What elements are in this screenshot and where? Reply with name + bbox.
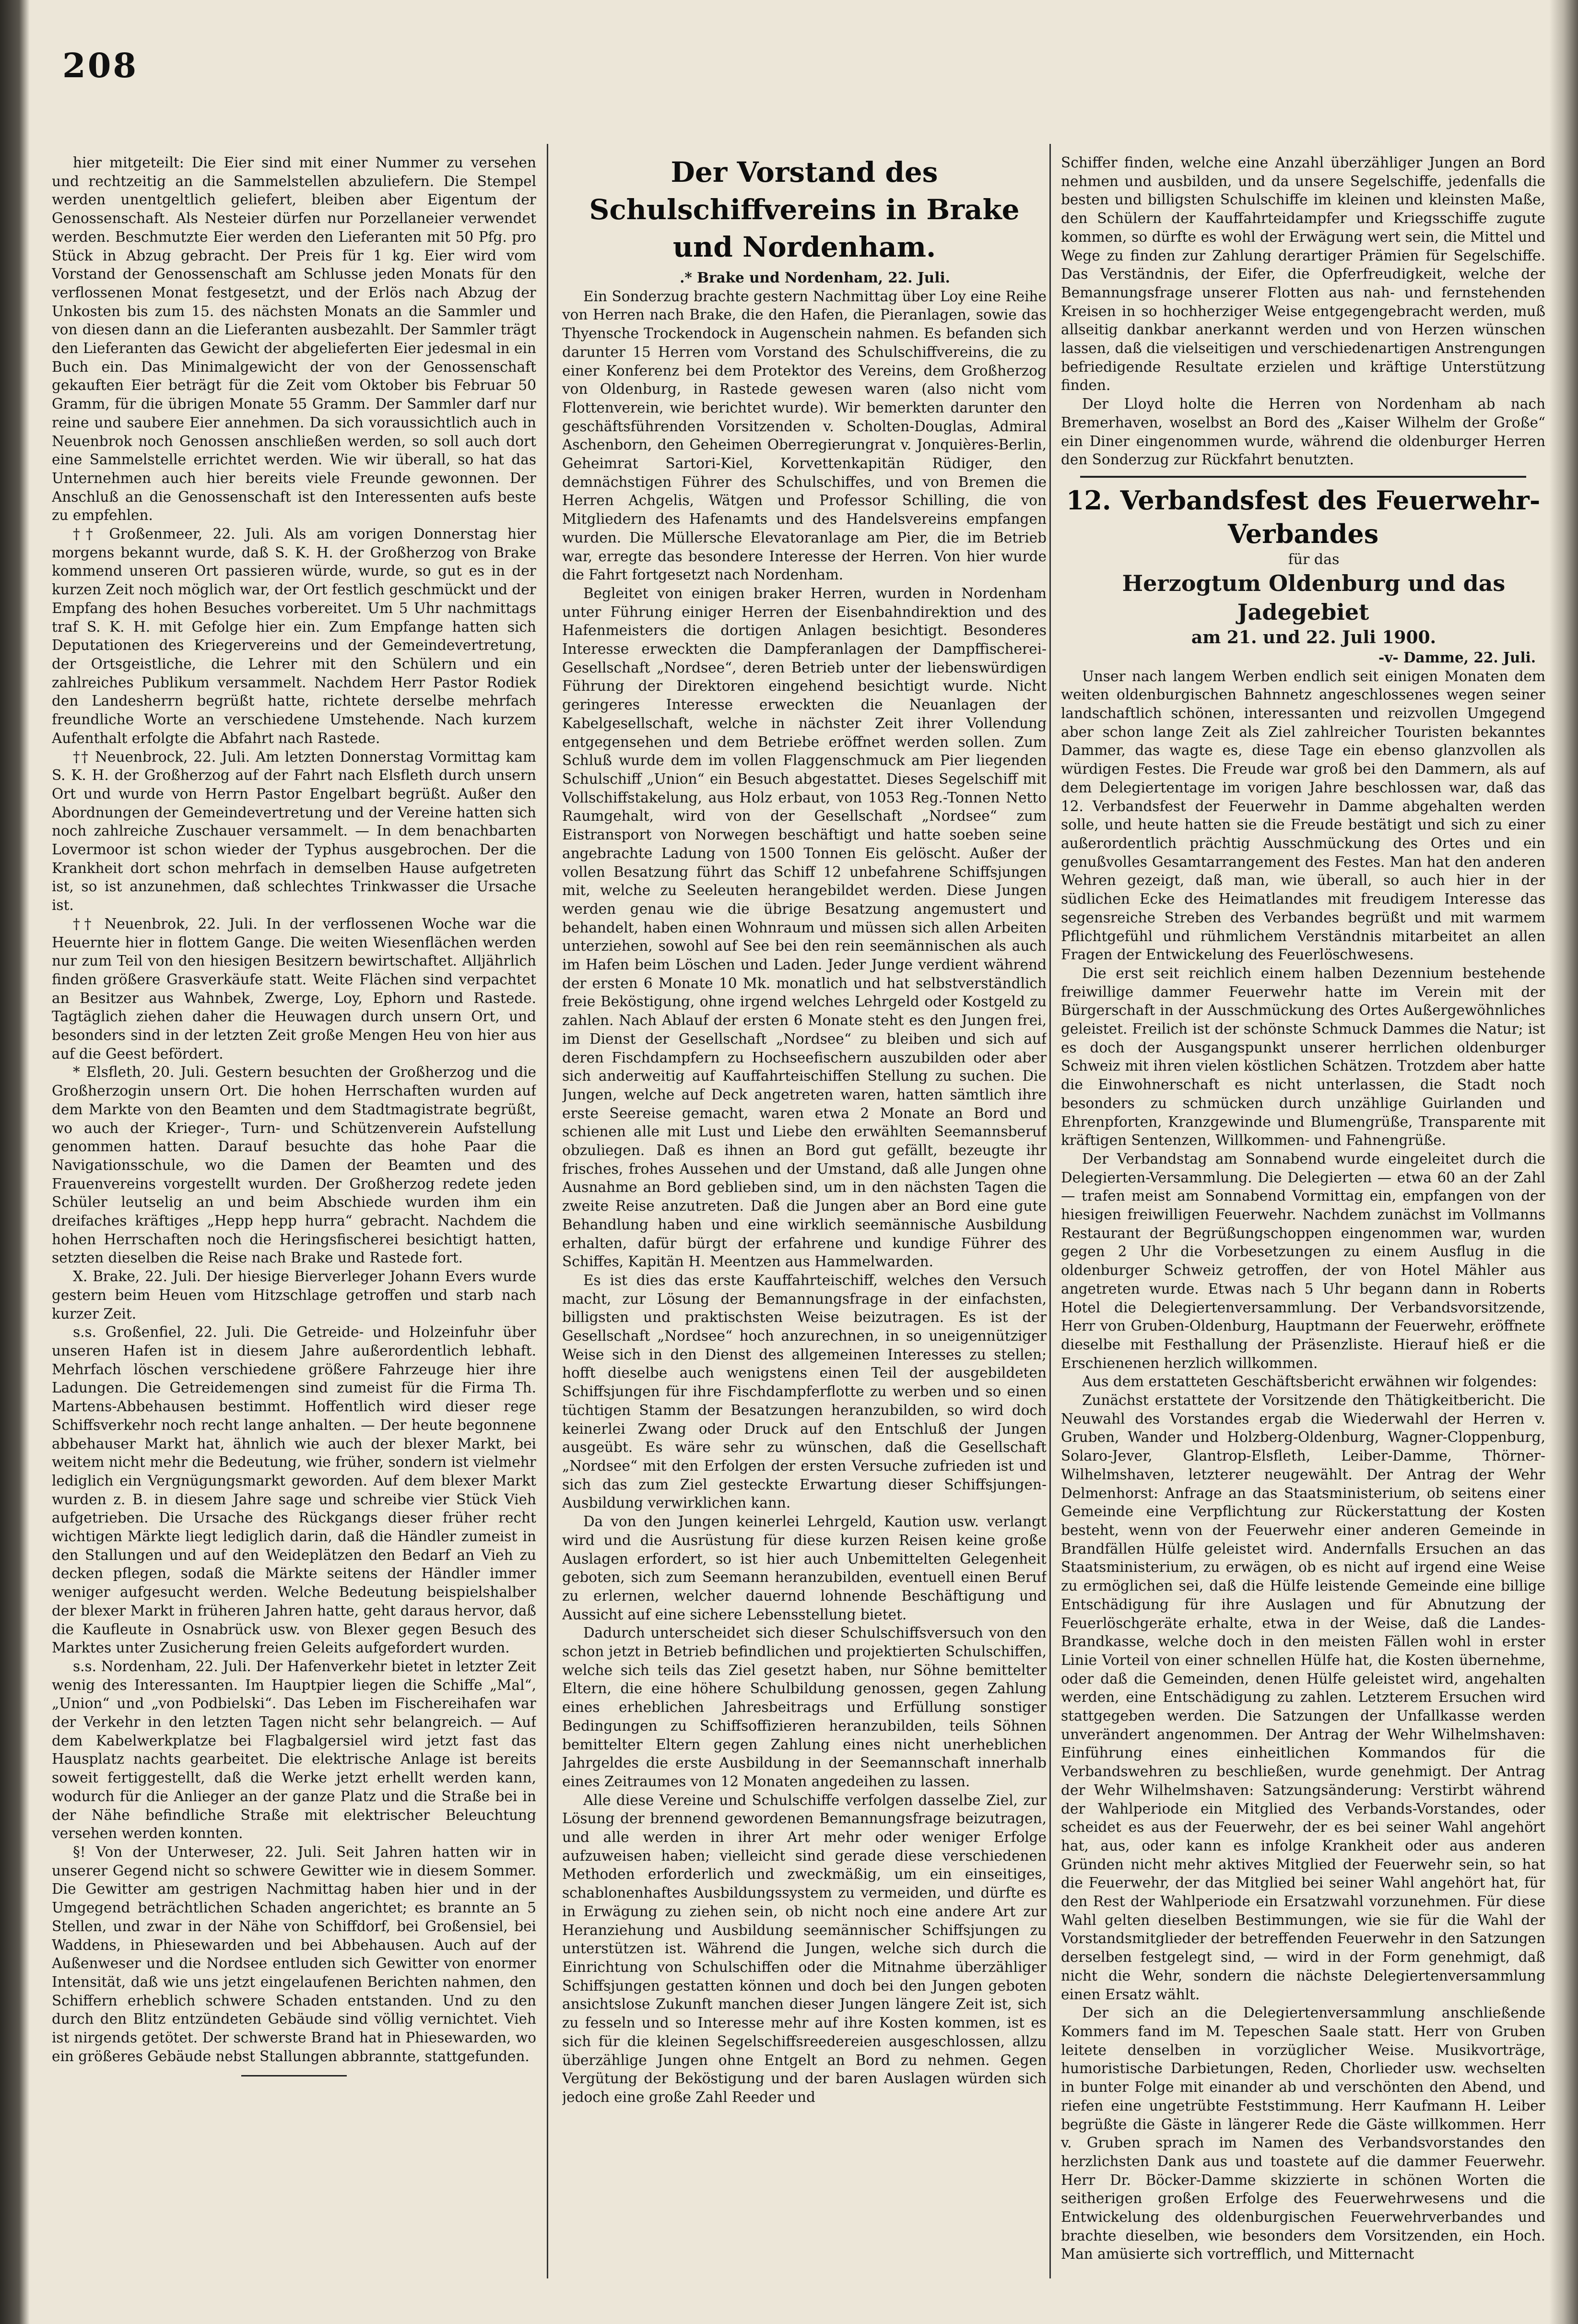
article-paragraph: * Elsfleth, 20. Juli. Gestern besuchten der Großherzog und die Großherzogin unsern Ort. Die hohen Herrschaften wurden auf dem Markte von den Beamten und dem Stadtmagistrate begrüßt, wo auch der Krieger-, Turn- und Schützenverein Aufstellung genommen hatten. Darauf besuchte das hohe Paar die Navigationsschule, wo die Damen der Beamten und des Frauenvereins vorgestellt wurden. Der Großherzog redete jeden Schüler leutselig an und beim Abschiede wurden ihm ein dreifaches kräftiges „Hepp hepp hurra“ gebracht. Nachdem die hohen Herrschaften noch die Heringsfischerei besichtigt hatten, setzten dieselben die Reise nach Brake und Rastede fort. bbox=[52, 1064, 536, 1266]
headline-dates: am 21. und 22. Juli 1900. bbox=[1191, 627, 1437, 648]
article-paragraph: Der Verbandstag am Sonnabend wurde eingeleitet durch die Delegierten-Versammlung. Die Delegierten — etwa 60 an der Zahl — trafen meist am Sonnabend Vormittag ein, empfangen von der hiesigen freiwilligen Feuerwehr. Nachdem zunächst im Vollmanns Restaurant der Begrüßungschoppen eingenommen war, wurden gegen 2 Uhr die Vorbesetzungen zu einem Ausflug in die oldenburger Schweiz getroffen, der von Hotel Mähler aus angetreten wurde. Etwas nach 5 Uhr begann dann in Roberts Hotel die Delegiertenversammlung. Der Verbandsvorsitzende, Herr von Gruben-Oldenburg, Hauptmann der Feuerwehr, eröffnete dieselbe mit Festhallung der Präsenzliste. Hierauf hieß er die Erschienenen herzlich willkommen. bbox=[1061, 1150, 1545, 1371]
article-paragraph: X. Brake, 22. Juli. Der hiesige Bierverleger Johann Evers wurde gestern beim Heuen vom Hitzschlage getroffen und starb nach kurzer Zeit. bbox=[52, 1268, 536, 1322]
article-paragraph: Der sich an die Delegiertenversammlung anschließende Kommers fand im M. Tepeschen Saale statt. Herr von Gruben leitete denselben in vorzüglicher Weise. Musikvorträge, humoristische Darbietungen, Reden, Chorlieder usw. wechselten in bunter Folge mit einander ab und verschönten den Abend, und riefen eine ungetrübte Feststimmung. Herr Kaufmann H. Leiber begrüßte die Gäste in längerer Rede die Gäste willkommen. Herr v. Gruben sprach im Namen des Verbandsvorstandes den herzlichsten Dank aus und toastete auf die dammer Feuerwehr. Herr Dr. Böcker-Damme skizzierte in schönen Worten die seitherigen großen Erfolge des Feuerwehrwesens und die Entwickelung des oldenburgischen Feuerwehrverbandes und brachte dieselben, wie besonders dem Vorsitzenden, ein Hoch. Man amüsierte sich vortrefflich, und Mitternacht bbox=[1061, 2005, 1545, 2263]
article-paragraph: s.s. Nordenham, 22. Juli. Der Hafenverkehr bietet in letzter Zeit wenig des Interessanten. Im Hauptpier liegen die Schiffe „Mal“, „Union“ und „von Podbielski“. Das Leben im Fischereihafen war der Verkehr in den letzten Tagen nicht sehr belangreich. — Auf dem Kabelwerkplatze bei Flagbalgersiel wird jetzt fast das Hausplatz nachts gearbeitet. Die elektrische Anlage ist bereits soweit fertiggestellt, daß die Werke jetzt erhellt werden kann, wodurch für die Anlieger an der ganze Platz und die Straße bei in der Nähe befindliche Straße mit elektrischer Beleuchtung versehen werden konnten. bbox=[52, 1658, 536, 1842]
article-paragraph: Alle diese Vereine und Schulschiffe verfolgen dasselbe Ziel, zur Lösung der brennend gewordenen Bemannungsfrage beizutragen, und alle werden in ihrer Art mehr oder weniger Erfolge aufzuweisen haben; vielleicht sind gerade diese verschiedenen Methoden erforderlich und zweckmäßig, um ein einseitiges, schablonenhaftes Ausbildungssystem zu vermeiden, und dürfte es in Erwägung zu ziehen sein, ob nicht noch eine andere Art zur Heranziehung und Ausbildung seemännischer Schiffsjungen zu unterstützen ist. Während die Jungen, welche sich durch die Einrichtung von Schulschiffen oder die Mitnahme überzähliger Schiffsjungen gestatten können und doch bei den Jungen geboten ansichtslose Zukunft manchen dieser Jungen längere Zeit ist, sich zu fesseln und so Interesse mehr auf ihre Kosten kommen, ist es sich für die kleinen Segelschiffsreedereien ausgeschlossen, allzu überzählige Jungen ohne Entgelt an Bord zu nehmen. Gegen Vergütung der Beköstigung und der baren Auslagen würden sich jedoch eine große Zahl Reeder und bbox=[562, 1792, 1047, 2105]
column-right bbox=[1061, 153, 1545, 2302]
article-paragraph: †† Neuenbrok, 22. Juli. In der verflossenen Woche war die Heuernte hier in flottem Gange. Die weiten Wiesenflächen werden nur zum Teil von den hiesigen Besitzern bewirtschaftet. Alljährlich finden größere Grasverkäufe statt. Weite Flächen sind verpachtet an Besitzer aus Wahnbek, Zwerge, Loy, Ephorn und Rastede. Tagtäglich ziehen daher die Heuwagen durch unsern Ort, und besonders sind in der letzten Zeit große Mengen Heu von hier aus auf die Geest befördert. bbox=[52, 915, 536, 1062]
column-left bbox=[52, 153, 536, 2302]
article-paragraph: Zunächst erstattete der Vorsitzende den Thätigkeitbericht. Die Neuwahl des Vorstandes ergab die Wiederwahl der Herren v. Gruben, Wander und Holzberg-Oldenburg, Wagner-Cloppenburg, Solaro-Jever, Glantrop-Elsfleth, Leiber-Damme, Thörner-Wilhelmshaven, letzterer neugewählt. Der Antrag der Wehr Delmenhorst: Anfrage an das Staatsministerium, ob seitens einer Gemeinde eine Verpflichtung zur Rückerstattung der Kosten besteht, wenn von der Feuerwehr einer anderen Gemeinde in Brandfällen Hülfe geleistet wird. Andernfalls Ersuchen an das Staatsministerium, zu erwägen, ob es nicht auf irgend eine Weise zu ermöglichen sei, daß die Hülfe leistende Gemeinde eine billige Entschädigung für ihre Auslagen und für Abnutzung der Feuerlöschgeräte erhalte, etwa in der Weise, daß die Landes-Brandkasse, welche doch in den meisten Fällen wohl in erster Linie Vorteil von einer schnellen Hülfe hat, die Kosten übernehme, oder daß die Gemeinden, denen Hülfe geleistet wird, angehalten werden, eine Entschädigung zu zahlen. Letzterem Ersuchen wird stattgegeben werden. Die Satzungen der Unfallkasse werden unverändert angenommen. Der Antrag der Wehr Wilhelmshaven: Einführung eines einheitlichen Kommandos für die Verbandswehren zu beschließen, wurde genehmigt. Der Antrag der Wehr Wilhelmshaven: Satzungsänderung: Verstirbt während der Wahlperiode ein Mitglied des Verbands-Vorstandes, oder scheidet es aus der Feuerwehr, der es bei seiner Wahl angehört hat, aus, oder kann es infolge Krankheit oder aus anderen Gründen nicht mehr aktives Mitglied der Feuerwehr sein, so hat die Feuerwehr, der das Mitglied bei seiner Wahl angehört hat, für den Rest der Wahlperiode ein Ersatzwahl vorzunehmen. Für diese Wahl gelten dieselben Bestimmungen, wie sie für die Wahl der Vorstandsmitglieder der betreffenden Feuerwehr in den Satzungen derselben festgelegt sind, — wird in der Form genehmigt, daß nicht die Wehr, sondern die nächste Delegiertenversammlung einen Ersatz wählt. bbox=[1061, 1392, 1545, 2003]
article-paragraph: s.s. Großenfiel, 22. Juli. Die Getreide- und Holzeinfuhr über unseren Hafen ist in diesem Jahre außerordentlich lebhaft. Mehrfach löschen verschiedene größere Fahrzeuge hier ihre Ladungen. Die Getreidemengen sind zumeist für die Firma Th. Martens-Abbehausen bestimmt. Hoffentlich wird dieser rege Schiffsverkehr noch recht lange anhalten. — Der heute begonnene abbehauser Markt hat, ähnlich wie auch der blexer Markt, bei weitem nicht mehr die Bedeutung, wie früher, sondern ist vielmehr lediglich ein Vergnügungsmarkt geworden. Auf dem blexer Markt wurden z. B. in diesem Jahre sage und schreibe vier Stück Vieh aufgetrieben. Die Ursache des Rückgangs dieser früher recht wichtigen Märkte liegt lediglich darin, daß die Händler zumeist in den Stallungen und auf den Weideplätzen den Bedarf an Vieh zu decken pflegen, sodaß die Märkte seitens der Händler immer weniger aufgesucht werden. Welche Bedeutung beispielshalber der blexer Markt in früheren Jahren hatte, geht daraus hervor, daß die Kaufleute in Osnabrück usw. von Blexer gegen Besuch des Marktes unter Zusicherung freien Geleits aufgefordert wurden. bbox=[52, 1324, 536, 1656]
article-dateline: .* Brake und Nordenham, 22. Juli. bbox=[680, 269, 950, 286]
page-number: 208 bbox=[62, 46, 139, 85]
article-paragraph: †† Großenmeer, 22. Juli. Als am vorigen Donnerstag hier morgens bekannt wurde, daß S. K. H. der Großherzog von Brake kommend unseren Ort passieren würde, wurde, so gut es in der kurzen Zeit noch möglich war, der Ort festlich geschmückt und der Empfang des hohen Besuches vorbereitet. Um 5 Uhr nachmittags traf S. K. H. mit Gefolge hier ein. Zum Empfange hatten sich Deputationen des Kriegervereins und der Gemeindevertretung, der Ortsgeistliche, die Lehrer mit den Schülern und ein zahlreiches Publikum versammelt. Nachdem Herr Pastor Rodiek den Landesherrn begrüßt hatte, richtete derselbe mehrfach freundliche Worte an verschiedene Umstehende. Nach kurzem Aufenthalt erfolgte die Abfahrt nach Rastede. bbox=[52, 526, 536, 746]
article-paragraph: †† Neuenbrock, 22. Juli. Am letzten Donnerstag Vormittag kam S. K. H. der Großherzog auf der Fahrt nach Elsfleth durch unsern Ort und wurde von Herrn Pastor Engelbart begrüßt. Außer den Abordnungen der Gemeindevertretung und der Vereine hatten sich noch zahlreiche Zuschauer versammelt. — In dem benachbarten Lovermoor ist schon wieder der Typhus ausgebrochen. Der die Krankheit dort schon mehrfach in demselben Hause aufgetreten ist, so ist anzunehmen, daß schlechtes Trinkwasser die Ursache ist. bbox=[52, 748, 536, 914]
column-rule bbox=[547, 144, 548, 2278]
column-middle bbox=[562, 153, 1047, 2302]
article-paragraph: Es ist dies das erste Kauffahrteischiff, welches den Versuch macht, zur Lösung der Bemannungsfrage in der einfachsten, billigsten und praktischsten Weise beizutragen. Es ist der Gesellschaft „Nordsee“ hoch anzurechnen, in so uneigennütziger Weise sich in den Dienst des allgemeinen Interesses zu stellen; hofft dieselbe auch wenigstens einen Teil der ausgebildeten Schiffsjungen für ihre Fischdampferflotte zu werben und so einen tüchtigen Stamm der Besatzungen heranzubilden, so wird doch keinerlei Zwang oder Druck auf den Entschluß der Jungen ausgeübt. Es wäre sehr zu wünschen, daß die Gesellschaft „Nordsee“ mit den Erfolgen der ersten Versuche zufrieden ist und sich das zum Ziel gesteckte Erwartung dieser Schiffsjungen-Ausbildung verwirklichen kann. bbox=[562, 1272, 1047, 1511]
page-edge-right bbox=[1549, 0, 1578, 2324]
article-headline: 12. Verbandsfest des Feuerwehr-Verbandes bbox=[1066, 484, 1541, 549]
page-edge-left bbox=[0, 0, 30, 2324]
article-paragraph: Unser nach langem Werben endlich seit einigen Monaten dem weiten oldenburgischen Bahnnetz angeschlossenes wegen seiner landschaftlich schönen, interessanten und reizvollen Umgegend aber schon lange Zeit als Ziel zahlreicher Touristen bekanntes Dammer, das wagte es, diese Tage ein ebenso glanzvollen als würdigen Festes. Die Freude war groß bei den Dammern, als auf dem Delegiertentage im vorigen Jahre beschlossen war, daß das 12. Verbandsfest der Feuerwehr in Damme abgehalten werden solle, und heute hatten sie die Freude bestätigt und sich zu einer außerordentlich prächtig Ausschmückung des Ortes und ein genußvolles Gesamtarrangement des Festes. Man hat den anderen Wehren gezeigt, daß man, wie überall, so auch hier in der südlichen Ecke des Heimatlandes mit freudigem Interesse das segensreiche Streben des Verbandes begrüßt und mit warmem Pflichtgefühl und rühmlichem Verständnis mitarbeitet an allen Fragen der Entwickelung des Feuerlöschwesens. bbox=[1061, 668, 1545, 963]
article-paragraph: §! Von der Unterweser, 22. Juli. Seit Jahren hatten wir in unserer Gegend nicht so schwere Gewitter wie in diesem Sommer. Die Gewitter am gestrigen Nachmittag haben hier und in der Umgegend beträchtlichen Schaden angerichtet; es brannte an 5 Stellen, und zwar in der Nähe von Schiffdorf, bei Großensiel, bei Waddens, in Phiesewarden und bei Abbehausen. Auch auf der Außenweser und die Nordsee entluden sich Gewitter von enormer Intensität, daß wie uns jetzt eingelaufenen Berichten nahmen, den Schiffern erheblich schwere Schaden entstanden. Und zu den durch den Blitz entzündeten Gebäude sind völlig vernichtet. Vieh ist nirgends getötet. Der schwerste Brand hat in Phiesewarden, wo ein größeres Gebäude nebst Stallungen abbrannte, stattgefunden. bbox=[52, 1843, 536, 2064]
section-divider bbox=[1080, 476, 1526, 478]
headline-region: Herzogtum Oldenburg und das Jadegebiet bbox=[1122, 570, 1506, 625]
column-rule bbox=[1049, 144, 1051, 2278]
article-paragraph: Der Lloyd holte die Herren von Nordenham ab nach Bremerhaven, woselbst an Bord des „Kaiser Wilhelm der Große“ ein Diner eingenommen wurde, während die oldenburger Herren den Sonderzug zur Rückfahrt benutzten. bbox=[1061, 396, 1545, 468]
article-dateline: -v- Damme, 22. Juli. bbox=[1378, 649, 1536, 666]
article-paragraph: Da von den Jungen keinerlei Lehrgeld, Kaution usw. verlangt wird und die Ausrüstung für diese kurzen Reisen keine große Auslagen erfordert, so ist hier auch Unbemittelten Gelegenheit geboten, sich zum Seemann heranzubilden, eventuell einen Beruf zu erlernen, welcher dauernd lohnende Beschäftigung und Aussicht auf eine sichere Lebensstellung bietet. bbox=[562, 1513, 1047, 1623]
article-paragraph: Begleitet von einigen braker Herren, wurden in Nordenham unter Führung einiger Herren der Eisenbahndirektion und des Hafenmeisters die dortigen Anlagen besichtigt. Besonderes Interesse erweckten die Dampferanlagen der Dampffischerei-Gesellschaft „Nordsee“, deren Betrieb unter der liebenswürdigen Führung der Direktoren eingehend besichtigt wurde. Nicht geringeres Interesse erweckten die Neuanlagen der Kabelgesellschaft, welche in nächster Zeit ihrer Vollendung entgegensehen und dem Betriebe eröffnet werden sollen. Zum Schluß wurde dem im vollen Flaggenschmuck am Pier liegenden Schulschiff „Union“ ein Besuch abgestattet. Dieses Segelschiff mit Vollschiffstakelung, aus Holz erbaut, von 1053 Reg.-Tonnen Netto Raumgehalt, wird von der Gesellschaft „Nordsee“ zum Eistransport von Norwegen beschäftigt und hatte soeben seine angebrachte Ladung von 1500 Tonnen Eis gelöscht. Außer der vollen Besatzung führt das Schiff 12 unbefahrene Schiffsjungen mit, welche zu Seeleuten herangebildet werden. Diese Jungen werden genau wie die übrige Besatzung angemustert und behandelt, haben einen Wohnraum und müssen sich allen Arbeiten unterziehen, sowohl auf See bei den rein seemännischen als auch im Hafen beim Löschen und Laden. Jeder Junge verdient während der ersten 6 Monate 10 Mk. monatlich und hat selbstverständlich freie Beköstigung, ohne irgend welches Lehrgeld oder Kostgeld zu zahlen. Nach Ablauf der ersten 6 Monate steht es den Jungen frei, im Dienst der Gesellschaft „Nordsee“ zu bleiben und sich auf deren Fischdampfern zu Hochseefischern auszubilden oder aber sich anderweitig auf Kauffahrteischiffen Stellung zu suchen. Die Jungen, welche auf Deck angetreten waren, hatten sämtlich ihre erste Seereise gemacht, waren etwa 2 Monate an Bord und schienen alle mit Lust und Liebe den erwählten Seemannsberuf obzuliegen. Daß es ihnen an Bord gut gefällt, bezeugte ihr frisches, frohes Aussehen und der Umstand, daß alle Jungen ohne Ausnahme an Bord geblieben sind, um in den nächsten Tagen die zweite Reise anzutreten. Daß die Jungen aber an Bord eine gute Behandlung haben und eine wirklich seemännische Ausbildung erhalten, dafür bürgt der erfahrene und kundige Führer des Schiffes, Kapitän H. Meentzen aus Hammelwarden. bbox=[562, 585, 1047, 1270]
section-divider bbox=[241, 2075, 347, 2076]
article-paragraph: Aus dem erstatteten Geschäftsbericht erwähnen wir folgendes: bbox=[1082, 1373, 1537, 1390]
article-paragraph: Dadurch unterscheidet sich dieser Schulschiffsversuch von den schon jetzt in Betrieb befindlichen und projektierten Schulschiffen, welche sich teils das Ziel gesetzt haben, nur Söhne bemittelter Eltern, die eine höhere Schulbildung genossen, gegen Zahlung eines erheblichen Jahresbeitrags und Erfüllung sonstiger Bedingungen zu Schiffsoffizieren heranzubilden, teils Söhnen bemittelter Eltern gegen Zahlung eines nicht unerheblichen Jahrgeldes die erste Ausbildung in der Seemannschaft innerhalb eines Zeitraumes von 12 Monaten angedeihen zu lassen. bbox=[562, 1625, 1047, 1790]
article-headline: Der Vorstand des Schulschiffvereins in Brake und Nordenham. bbox=[589, 156, 1020, 263]
headline-connector: für das bbox=[1288, 551, 1340, 568]
article-paragraph: Ein Sonderzug brachte gestern Nachmittag über Loy eine Reihe von Herren nach Brake, die den Hafen, die Pieranlagen, sowie das Thyensche Trockendock in Augenschein nahmen. Es befanden sich darunter 15 Herren vom Vorstand des Schulschiffvereins, die zu einer Konferenz bei dem Protektor des Vereins, dem Großherzog von Oldenburg, in Rastede gewesen waren (also nicht vom Flottenverein, wie berichtet wurde). Wir bemerkten darunter den geschäftsführenden Vorsitzenden v. Scholten-Douglas, Admiral Aschenborn, den Geheimen Oberregierungrat v. Jonquières-Berlin, Geheimrat Sartori-Kiel, Korvettenkapitän Rüdiger, den demnächstigen Führer des Schulschiffes, und von Bremen die Herren Achgelis, Wätgen und Professor Schilling, die von Mitgliedern des Hafenamts und des Handelsvereins empfangen wurden. Die Müllersche Elevatoranlage am Pier, die im Betrieb war, erregte das besondere Interesse der Herren. Von hier wurde die Fahrt fortgesetzt nach Nordenham. bbox=[562, 288, 1047, 583]
article-paragraph: hier mitgeteilt: Die Eier sind mit einer Nummer zu versehen und rechtzeitig an die Sammelstellen abzuliefern. Die Stempel werden unentgeltlich geliefert, bleiben aber Eigentum der Genossenschaft. Als Nesteier dürfen nur Porzellaneier verwendet werden. Beschmutzte Eier werden den Lieferanten mit 50 Pfg. pro Stück in Abzug gebracht. Der Preis für 1 kg. Eier wird vom Vorstand der Genossenschaft am Schlusse jeden Monats für den verflossenen Monat festgesetzt, und der Erlös nach Abzug der Unkosten bis zum 15. des nächsten Monats an die Sammler und von diesen dann an die Lieferanten ausbezahlt. Der Sammler trägt den Lieferanten das Gewicht der abgelieferten Eier jedesmal in ein Buch ein. Das Minimalgewicht der von der Genossenschaft gekauften Eier beträgt für die Zeit vom Oktober bis Februar 50 Gramm, für die übrigen Monate 55 Gramm. Der Sammler darf nur reine und saubere Eier annehmen. Da sich voraussichtlich auch in Neuenbrok noch Genossen anschließen werden, so soll auch dort eine Sammelstelle errichtet werden. Wie wir überall, so hat das Unternehmen auch hier bereits viele Freunde gewonnen. Der Anschluß an die Genossenschaft ist den Interessenten aufs beste zu empfehlen. bbox=[52, 154, 536, 524]
article-paragraph: Die erst seit reichlich einem halben Dezennium bestehende freiwillige dammer Feuerwehr hatte im Verein mit der Bürgerschaft in der Ausschmückung des Ortes Außergewöhnliches geleistet. Freilich ist der schönste Schmuck Dammes die Natur; ist es doch der Ausgangspunkt unserer herrlichen oldenburger Schweiz mit ihren vielen köstlichen Schätzen. Trotzdem aber hatte die Einwohnerschaft es nicht unterlassen, die Stadt noch besonders zu schmücken durch unzählige Guirlanden und Ehrenpforten, Kranzgewinde und Blumengrüße, Transparente mit kräftigen Sentenzen, Willkommen- und Fahnengrüße. bbox=[1061, 965, 1545, 1149]
article-paragraph: Schiffer finden, welche eine Anzahl überzähliger Jungen an Bord nehmen und ausbilden, und da unsere Segelschiffe, jedenfalls die besten und billigsten Schulschiffe im kleinen und kleinsten Maße, den Schülern der Kauffahrteidampfer und Kriegsschiffe zugute kommen, so dürfte es wohl der Erwägung wert sein, die Mittel und Wege zu finden zur Zahlung derartiger Prämien für Segelschiffe. Das Verständnis, der Eifer, die Opferfreudigkeit, welche der Bemannungsfrage unserer Flotten aus nah- und fernstehenden Kreisen in so hochherziger Weise entgegengebracht werden, muß allseitig dankbar anerkannt werden und von Herzen wünschen lassen, daß die vielseitigen und verschiedenartigen Anstrengungen befriedigende Resultate erzielen und kräftige Unterstützung finden. bbox=[1061, 154, 1545, 394]
